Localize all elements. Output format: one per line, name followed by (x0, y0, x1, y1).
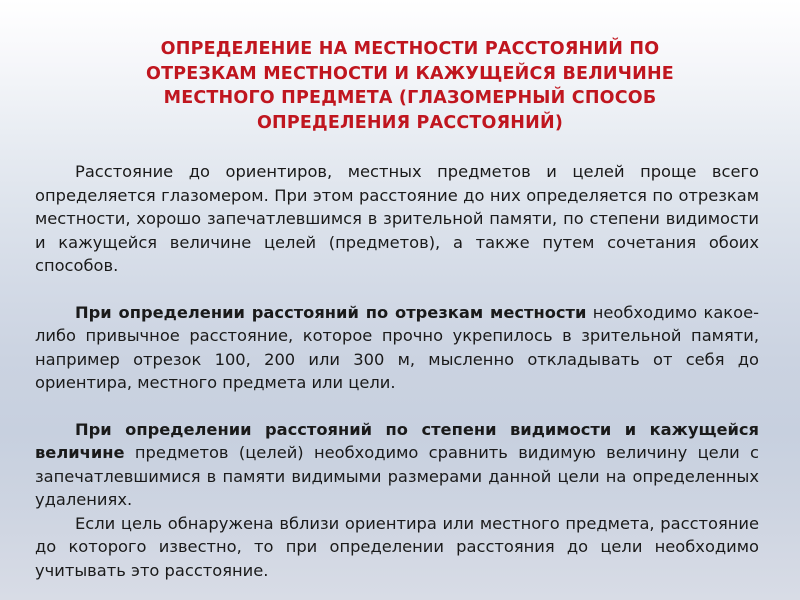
slide-body (35, 160, 759, 582)
paragraph-2-text: необходимо какое-либо привычное расстояние, которое прочно укрепилось в зрительной памяти, например отрезок 100, 200 или 300 м, мысленно откладывать от себя до ориентира, местного предмета или цели. (35, 302, 759, 392)
paragraph-near-landmark (35, 512, 759, 583)
slide-title (60, 37, 760, 135)
title-line-1: ОПРЕДЕЛЕНИЕ НА МЕСТНОСТИ РАССТОЯНИЙ ПО (160, 39, 660, 59)
paragraph-3-lead: При определении расстояний по степени видимости и кажущейся величине (35, 419, 759, 462)
paragraph-terrain-segments (35, 301, 759, 395)
title-line-4: ОПРЕДЕЛЕНИЯ РАССТОЯНИЙ) (256, 112, 564, 133)
paragraph-1-text: Расстояние до ориентиров, местных предметов и целей проще всего определяется глазомером. При этом расстояние до них определяется по отрезкам местности, хорошо запечатлевшимся в зрительной памяти, по степени видимости и кажущейся величине целей (предметов), а также путем сочетания обоих способов. (35, 162, 759, 275)
paragraph-visibility-size (35, 418, 759, 512)
paragraph-2-lead: При определении расстояний по отрезкам местности (75, 302, 587, 322)
paragraph-4-text: Если цель обнаружена вблизи ориентира или местного предмета, расстояние до которого известно, то при определении расстояния до цели необходимо учитывать это расстояние. (35, 513, 759, 580)
title-line-3: МЕСТНОГО ПРЕДМЕТА (ГЛАЗОМЕРНЫЙ СПОСОБ (163, 88, 657, 108)
paragraph-3-text: предметов (целей) необходимо сравнить видимую величину цели с запечатлевшимися в памяти видимыми размерами данной цели на определенных удалениях. (35, 443, 759, 509)
title-line-2: ОТРЕЗКАМ МЕСТНОСТИ И КАЖУЩЕЙСЯ ВЕЛИЧИНЕ (146, 63, 674, 84)
paragraph-visual-estimation (35, 160, 759, 278)
